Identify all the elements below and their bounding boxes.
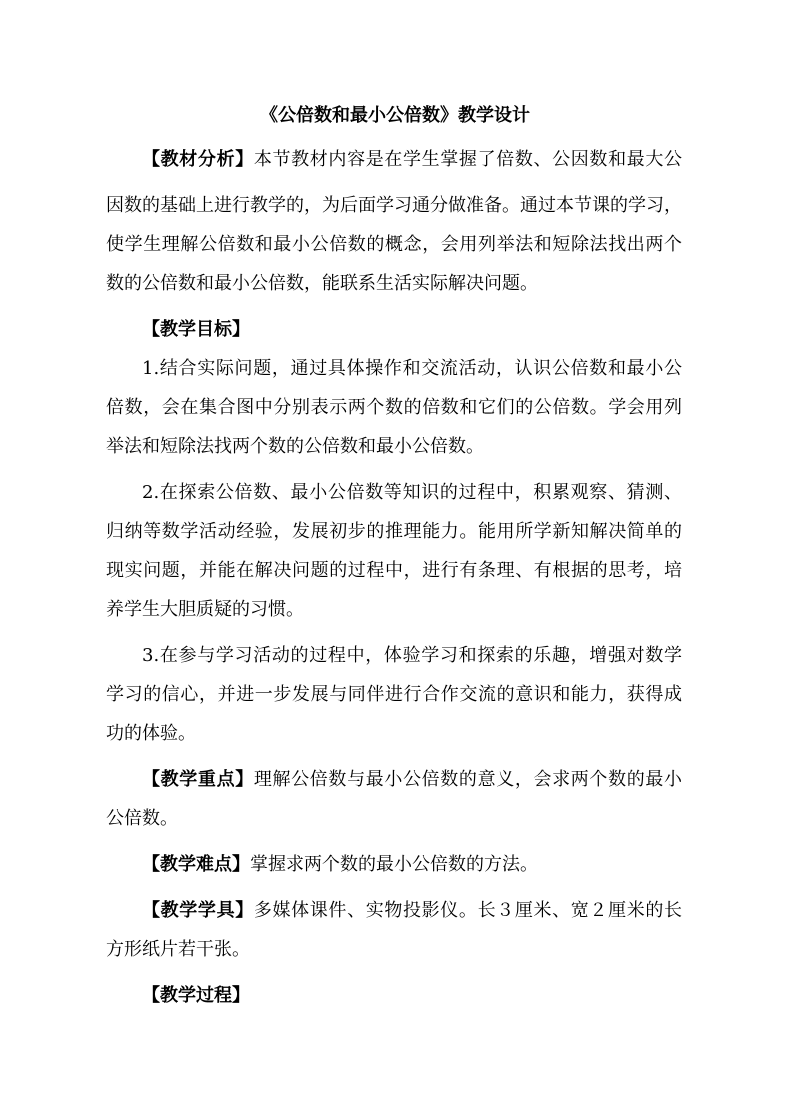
- goal-2-line-4: 养学生大胆质疑的习惯。: [106, 599, 304, 620]
- goal-1-line-2: 倍数，会在集合图中分别表示两个数的倍数和它们的公倍数。学会用列: [106, 397, 682, 418]
- analysis-line-2: 因数的基础上进行教学的，为后面学习通分做准备。通过本节课的学习，: [106, 195, 682, 216]
- goal-1-line-1: 1.结合实际问题，通过具体操作和交流活动，认识公倍数和最小公: [142, 358, 682, 379]
- tools-line-1: [142, 897, 682, 925]
- document-title: 《公倍数和最小公倍数》教学设计: [260, 105, 530, 126]
- goals-heading: 【教学目标】: [142, 319, 250, 340]
- tools-heading: 【教学学具】: [142, 900, 254, 921]
- analysis-line-1: [142, 146, 682, 174]
- key-heading: 【教学重点】: [142, 769, 254, 790]
- key-line-2: 公倍数。: [106, 808, 178, 829]
- goal-2-line-2: 归纳等数学活动经验，发展初步的推理能力。能用所学新知解决简单的: [106, 521, 682, 542]
- tools-line-2: 方形纸片若干张。: [106, 939, 250, 960]
- tools-text-1: 多媒体课件、实物投影仪。长３厘米、宽２厘米的长: [253, 900, 682, 921]
- analysis-line-4: 数的公倍数和最小公倍数，能联系生活实际解决问题。: [106, 273, 538, 294]
- process-heading: 【教学过程】: [142, 985, 250, 1006]
- goal-3-line-2: 学习的信心，并进一步发展与同伴进行合作交流的意识和能力，获得成: [106, 684, 682, 705]
- goal-2-line-1: 2.在探索公倍数、最小公倍数等知识的过程中，积累观察、猜测、: [142, 482, 682, 503]
- goal-3-line-3: 功的体验。: [106, 723, 196, 744]
- goal-1-line-3: 举法和短除法找两个数的公倍数和最小公倍数。: [106, 436, 484, 457]
- key-text-1: 理解公倍数与最小公倍数的意义，会求两个数的最小: [253, 769, 682, 790]
- difficulty-heading: 【教学难点】: [142, 854, 250, 875]
- analysis-line-3: 使学生理解公倍数和最小公倍数的概念，会用列举法和短除法找出两个: [106, 234, 682, 255]
- goal-3-line-1: 3.在参与学习活动的过程中，体验学习和探索的乐趣，增强对数学: [142, 645, 682, 666]
- difficulty-text-1: 掌握求两个数的最小公倍数的方法。: [250, 854, 538, 875]
- difficulty-line-1: [142, 851, 538, 879]
- analysis-text-1: 本节教材内容是在学生掌握了倍数、公因数和最大公: [253, 149, 682, 170]
- analysis-heading: 【教材分析】: [142, 149, 254, 170]
- key-line-1: [142, 766, 682, 794]
- goal-2-line-3: 现实问题，并能在解决问题的过程中，进行有条理、有根据的思考，培: [106, 560, 682, 581]
